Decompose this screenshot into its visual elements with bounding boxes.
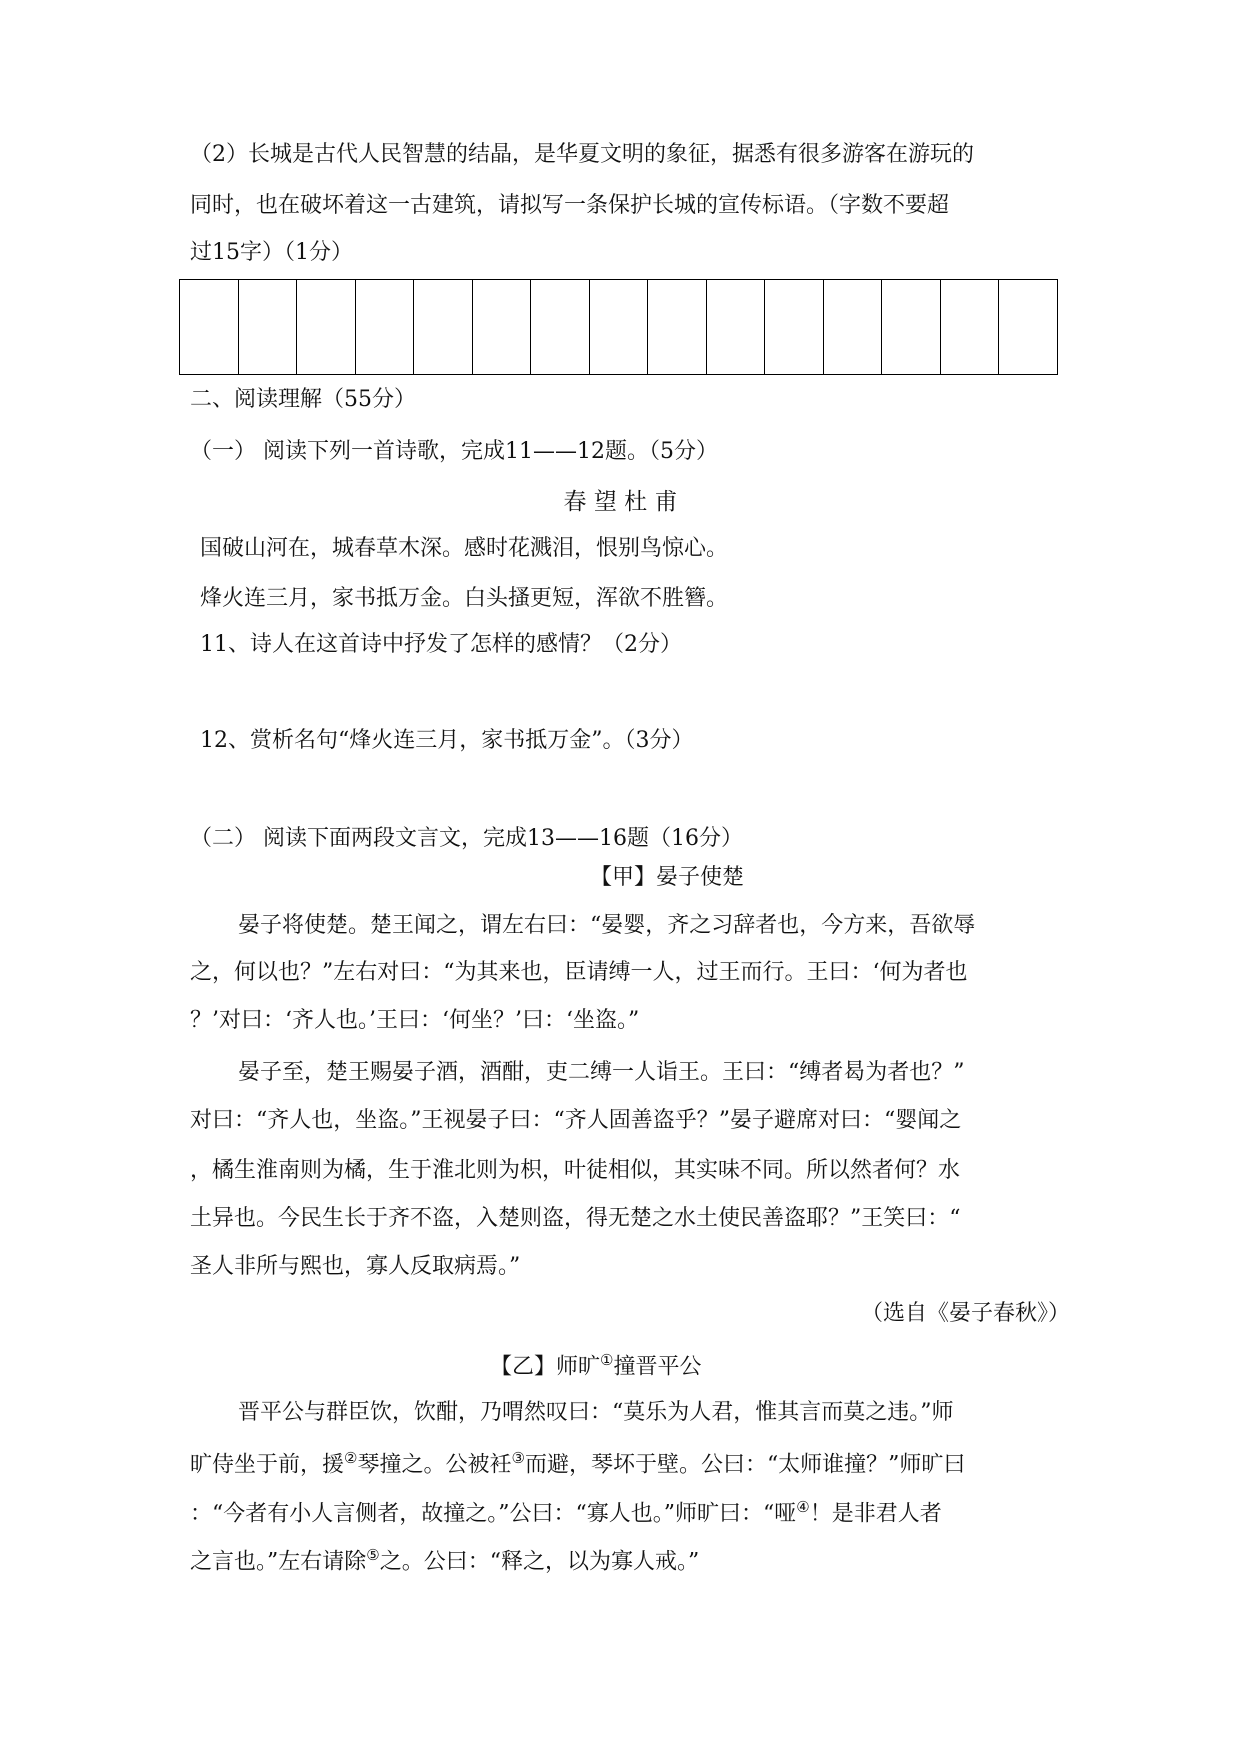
text-a-line: 晏子至，楚王赐晏子酒，酒酣，吏二缚一人诣王。王曰：“缚者曷为者也？” xyxy=(238,1060,965,1085)
answer-cell[interactable] xyxy=(648,280,707,374)
text-a-line: 圣人非所与熙也，寡人反取病焉。” xyxy=(190,1254,521,1279)
question-11: 11、诗人在这首诗中抒发了怎样的感情？（2分） xyxy=(200,632,682,657)
section2-heading: 二、阅读理解（55分） xyxy=(190,387,416,412)
text-a-title: 【甲】晏子使楚 xyxy=(590,865,745,890)
answer-cell[interactable] xyxy=(473,280,532,374)
answer-cell[interactable] xyxy=(707,280,766,374)
text-b-segment: 琴撞之。公被衽 xyxy=(357,1452,512,1478)
q10-2-line2: 同时，也在破坏着这一古建筑，请拟写一条保护长城的宣传标语。（字数不要超 xyxy=(190,193,950,218)
poem-line-2: 烽火连三月，家书抵万金。白头搔更短，浑欲不胜簪。 xyxy=(200,586,729,611)
text-b-line-4 xyxy=(190,1548,699,1573)
answer-cell[interactable] xyxy=(590,280,649,374)
text-b-title-post: 撞晋平公 xyxy=(613,1354,702,1380)
footnote-marker-1: ① xyxy=(600,1351,614,1369)
text-b-segment: 而避，琴坏于壁。公曰：“太师谁撞？”师旷曰 xyxy=(524,1452,966,1478)
footnote-marker-2: ② xyxy=(344,1449,358,1467)
answer-cell[interactable] xyxy=(882,280,941,374)
text-a-line: 之，何以也？”左右对曰：“为其来也，臣请缚一人，过王而行。王曰：‘何为者也 xyxy=(190,960,968,985)
answer-cell[interactable] xyxy=(941,280,1000,374)
q10-2-line1: （2）长城是古代人民智慧的结晶，是华夏文明的象征，据悉有很多游客在游玩的 xyxy=(190,142,974,167)
text-b-segment: ！是非君人者 xyxy=(809,1501,942,1527)
part1-heading: （一） 阅读下列一首诗歌，完成11——12题。（5分） xyxy=(190,439,718,464)
text-b-line-3 xyxy=(190,1500,942,1525)
poem-title: 春 望 杜 甫 xyxy=(563,489,678,515)
question-12: 12、赏析名句“烽火连三月，家书抵万金”。（3分） xyxy=(200,728,694,753)
footnote-marker-3: ③ xyxy=(511,1449,525,1467)
answer-grid[interactable] xyxy=(179,279,1058,375)
poem-line-1: 国破山河在，城春草木深。感时花溅泪，恨别鸟惊心。 xyxy=(200,536,729,561)
text-b-title xyxy=(490,1353,701,1378)
answer-cell[interactable] xyxy=(765,280,824,374)
text-b-segment: 之言也。”左右请除 xyxy=(190,1549,367,1575)
text-a-line: 对曰：“齐人也，坐盗。”王视晏子曰：“齐人固善盗乎？”晏子避席对曰：“婴闻之 xyxy=(190,1108,962,1133)
text-a-source: （选自《晏子春秋》） xyxy=(860,1301,1070,1326)
answer-cell[interactable] xyxy=(531,280,590,374)
text-b-line-2 xyxy=(190,1451,965,1476)
q10-2-line3: 过15字）（1分） xyxy=(190,240,353,265)
text-b-title-pre: 【乙】师旷 xyxy=(490,1354,601,1380)
answer-cell[interactable] xyxy=(824,280,883,374)
answer-cell[interactable] xyxy=(999,280,1057,374)
footnote-marker-4: ④ xyxy=(796,1498,810,1516)
answer-cell[interactable] xyxy=(356,280,415,374)
text-a-line: 土异也。今民生长于齐不盗，入楚则盗，得无楚之水土使民善盗耶？”王笑曰：“ xyxy=(190,1206,961,1231)
text-a-line: ？’对曰：‘齐人也。’王曰：‘何坐？’曰：‘坐盗。” xyxy=(190,1008,640,1033)
text-a-line: ，橘生淮南则为橘，生于淮北则为枳，叶徒相似，其实味不同。所以然者何？水 xyxy=(190,1158,961,1183)
answer-cell[interactable] xyxy=(297,280,356,374)
footnote-marker-5: ⑤ xyxy=(366,1546,380,1564)
text-b-segment: 旷侍坐于前，援 xyxy=(190,1452,345,1478)
text-b-segment: ：“今者有小人言侧者，故撞之。”公曰：“寡人也。”师旷曰：“哑 xyxy=(190,1501,797,1527)
answer-cell[interactable] xyxy=(180,280,239,374)
text-b-segment: 之。公曰：“释之，以为寡人戒。” xyxy=(379,1549,700,1575)
answer-cell[interactable] xyxy=(239,280,298,374)
part2-heading: （二） 阅读下面两段文言文，完成13——16题（16分） xyxy=(190,826,743,851)
answer-cell[interactable] xyxy=(414,280,473,374)
text-b-line-1: 晋平公与群臣饮，饮酣，乃喟然叹曰：“莫乐为人君，惟其言而莫之违。”师 xyxy=(238,1400,954,1425)
text-a-line: 晏子将使楚。楚王闻之，谓左右曰：“晏婴，齐之习辞者也，今方来，吾欲辱 xyxy=(238,913,976,938)
